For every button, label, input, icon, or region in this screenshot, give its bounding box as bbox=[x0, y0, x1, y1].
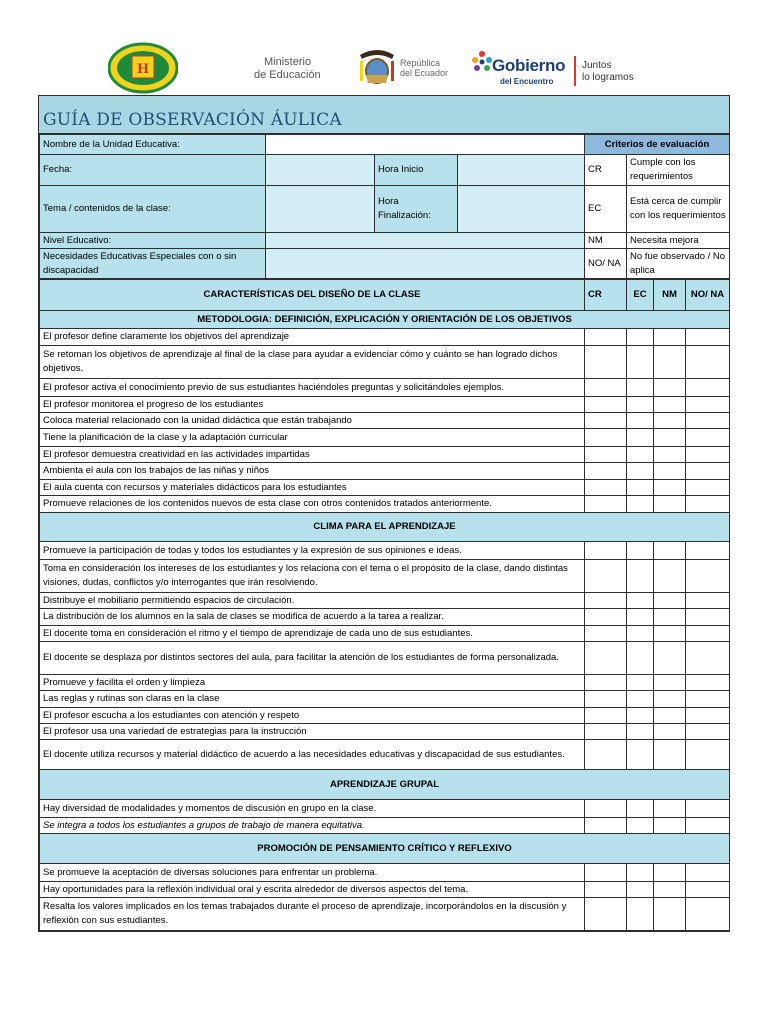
checklist-row bbox=[40, 818, 730, 834]
checkbox-cr[interactable] bbox=[585, 740, 627, 770]
checklist-row bbox=[40, 609, 730, 626]
checklist-row bbox=[40, 740, 730, 770]
checklist-item-text: El profesor define claramente los objetivos del aprendizaje bbox=[40, 329, 585, 346]
observation-form bbox=[38, 95, 730, 932]
checkbox-nm[interactable] bbox=[654, 724, 686, 740]
checkbox-nona[interactable] bbox=[686, 429, 730, 447]
criteria-header: Criterios de evaluación bbox=[585, 135, 730, 155]
checkbox-ec[interactable] bbox=[627, 691, 654, 708]
checkbox-cr[interactable] bbox=[585, 447, 627, 463]
checklist-item-text: El profesor usa una variedad de estrategias para la instrucción bbox=[40, 724, 585, 740]
checkbox-nm[interactable] bbox=[654, 691, 686, 708]
checkbox-ec[interactable] bbox=[627, 379, 654, 397]
nivel-field[interactable] bbox=[266, 233, 585, 249]
checkbox-cr[interactable] bbox=[585, 397, 627, 413]
fecha-field[interactable] bbox=[266, 155, 375, 186]
checkbox-nona[interactable] bbox=[686, 447, 730, 463]
checkbox-nm[interactable] bbox=[654, 642, 686, 675]
checkbox-nm[interactable] bbox=[654, 818, 686, 834]
checkbox-cr[interactable] bbox=[585, 642, 627, 675]
section-title: APRENDIZAJE GRUPAL bbox=[40, 770, 730, 800]
checkbox-nona[interactable] bbox=[686, 642, 730, 675]
checkbox-ec[interactable] bbox=[627, 346, 654, 379]
checkbox-nm[interactable] bbox=[654, 447, 686, 463]
hora-fin-field[interactable] bbox=[458, 186, 585, 233]
checklist-item-text: Promueve la participación de todas y todos los estudiantes y la expresión de sus opiniones e ideas. bbox=[40, 542, 585, 560]
gobierno-title: Gobierno bbox=[492, 56, 566, 75]
checklist-row bbox=[40, 675, 730, 691]
checklist-row bbox=[40, 463, 730, 480]
checkbox-cr[interactable] bbox=[585, 560, 627, 593]
checkbox-cr[interactable] bbox=[585, 864, 627, 882]
checkbox-cr[interactable] bbox=[585, 898, 627, 931]
tema-label: Tema / contenidos de la clase: bbox=[40, 186, 266, 233]
checklist-row bbox=[40, 724, 730, 740]
checklist-row bbox=[40, 429, 730, 447]
checklist-item-text: El aula cuenta con recursos y materiales didácticos para los estudiantes bbox=[40, 480, 585, 496]
checklist-item-text: Promueve relaciones de los contenidos nuevos de esta clase con otros contenidos tratados anteriormente. bbox=[40, 496, 585, 513]
tema-field[interactable] bbox=[266, 186, 375, 233]
checkbox-nona[interactable] bbox=[686, 496, 730, 513]
checkbox-cr[interactable] bbox=[585, 379, 627, 397]
checkbox-nm[interactable] bbox=[654, 429, 686, 447]
checkbox-nm[interactable] bbox=[654, 463, 686, 480]
checkbox-nona[interactable] bbox=[686, 818, 730, 834]
checkbox-nona[interactable] bbox=[686, 463, 730, 480]
juntos-text bbox=[582, 60, 634, 84]
checklist-row bbox=[40, 560, 730, 593]
checkbox-cr[interactable] bbox=[585, 496, 627, 513]
checkbox-cr[interactable] bbox=[585, 724, 627, 740]
checklist-item-text: El docente utiliza recursos y material didáctico de acuerdo a las necesidades educativas y discapacidad de sus estudiantes. bbox=[40, 740, 585, 770]
checklist-row bbox=[40, 496, 730, 513]
hora-inicio-label: Hora Inicio bbox=[375, 155, 458, 186]
checkbox-nona[interactable] bbox=[686, 609, 730, 626]
checkbox-nm[interactable] bbox=[654, 480, 686, 496]
juntos-line2: lo logramos bbox=[582, 72, 634, 83]
checkbox-nona[interactable] bbox=[686, 864, 730, 882]
checklist-body bbox=[40, 311, 730, 931]
checklist-row bbox=[40, 447, 730, 463]
checkbox-nm[interactable] bbox=[654, 560, 686, 593]
hora-fin-label: Hora Finalización: bbox=[375, 186, 458, 233]
criteria-desc-nm: Necesita mejora bbox=[627, 233, 730, 249]
checkbox-nm[interactable] bbox=[654, 882, 686, 898]
nona-column-header: NO/ NA bbox=[686, 280, 730, 311]
section-header-row bbox=[40, 311, 730, 329]
juntos-line1: Juntos bbox=[582, 60, 612, 71]
hora-inicio-field[interactable] bbox=[458, 155, 585, 186]
checkbox-ec[interactable] bbox=[627, 675, 654, 691]
checkbox-nm[interactable] bbox=[654, 626, 686, 642]
checklist-row bbox=[40, 329, 730, 346]
unidad-label: Nombre de la Unidad Educativa: bbox=[40, 135, 266, 155]
checklist-row bbox=[40, 346, 730, 379]
checkbox-ec[interactable] bbox=[627, 708, 654, 724]
checklist-item-text: Hay oportunidades para la reflexión individual oral y escrita alrededor de diversos aspectos del tema. bbox=[40, 882, 585, 898]
checklist-item-text: Las reglas y rutinas son claras en la clase bbox=[40, 691, 585, 708]
criteria-desc-ec: Está cerca de cumplir con los requerimientos bbox=[627, 186, 730, 233]
checklist-row bbox=[40, 397, 730, 413]
checklist-row bbox=[40, 882, 730, 898]
checkbox-ec[interactable] bbox=[627, 429, 654, 447]
checkbox-nona[interactable] bbox=[686, 882, 730, 898]
checkbox-nona[interactable] bbox=[686, 740, 730, 770]
info-table bbox=[39, 134, 730, 279]
checkbox-ec[interactable] bbox=[627, 740, 654, 770]
checklist-item-text: El docente toma en consideración el ritmo y el tiempo de aprendizaje de cada uno de sus estudiantes. bbox=[40, 626, 585, 642]
checklist-row bbox=[40, 379, 730, 397]
checkbox-nm[interactable] bbox=[654, 542, 686, 560]
juntos-divider bbox=[574, 56, 576, 86]
checkbox-nm[interactable] bbox=[654, 898, 686, 931]
gobierno-star-icon bbox=[470, 46, 494, 84]
section-header-row bbox=[40, 770, 730, 800]
checklist-row bbox=[40, 691, 730, 708]
checkbox-nm[interactable] bbox=[654, 800, 686, 818]
ecuador-crest-icon bbox=[356, 47, 398, 87]
section-header-row bbox=[40, 513, 730, 542]
checkbox-ec[interactable] bbox=[627, 800, 654, 818]
checkbox-nona[interactable] bbox=[686, 593, 730, 609]
checkbox-cr[interactable] bbox=[585, 691, 627, 708]
checkbox-cr[interactable] bbox=[585, 675, 627, 691]
checkbox-cr[interactable] bbox=[585, 609, 627, 626]
checkbox-ec[interactable] bbox=[627, 413, 654, 429]
checklist-item-text: El profesor monitorea el progreso de los estudiantes bbox=[40, 397, 585, 413]
checkbox-ec[interactable] bbox=[627, 447, 654, 463]
checklist-item-text: La distribución de los alumnos en la sala de clases se modifica de acuerdo a la tarea a realizar. bbox=[40, 609, 585, 626]
checkbox-ec[interactable] bbox=[627, 626, 654, 642]
checkbox-nm[interactable] bbox=[654, 609, 686, 626]
checklist-item-text: Tiene la planificación de la clase y la adaptación curricular bbox=[40, 429, 585, 447]
checkbox-ec[interactable] bbox=[627, 882, 654, 898]
checkbox-nona[interactable] bbox=[686, 626, 730, 642]
form-title: GUÍA DE OBSERVACIÓN ÁULICA bbox=[43, 110, 342, 130]
checklist-item-text: Resalta los valores implicados en los temas trabajados durante el proceso de aprendizaje, incorporándolos en la discusión y reflexión con sus estudiantes. bbox=[40, 898, 585, 931]
checkbox-ec[interactable] bbox=[627, 397, 654, 413]
checkbox-cr[interactable] bbox=[585, 480, 627, 496]
nee-label: Necesidades Educativas Especiales con o sin discapacidad bbox=[40, 249, 266, 279]
checklist-item-text: Se promueve la aceptación de diversas soluciones para enfrentar un problema. bbox=[40, 864, 585, 882]
design-column-header: CARACTERÍSTICAS DEL DISEÑO DE LA CLASE bbox=[40, 280, 585, 311]
checkbox-nm[interactable] bbox=[654, 413, 686, 429]
checklist-row bbox=[40, 593, 730, 609]
checkbox-nona[interactable] bbox=[686, 329, 730, 346]
checkbox-nm[interactable] bbox=[654, 379, 686, 397]
checklist-row bbox=[40, 800, 730, 818]
checkbox-ec[interactable] bbox=[627, 463, 654, 480]
checklist-item-text: Se retoman los objetivos de aprendizaje al final de la clase para ayudar a evidenciar cómo y cuánto se han logrado dichos objetivos. bbox=[40, 346, 585, 379]
ministerio-line2: de Educación bbox=[254, 69, 321, 81]
checklist-item-text: Promueve y facilita el orden y limpieza bbox=[40, 675, 585, 691]
checkbox-nm[interactable] bbox=[654, 708, 686, 724]
checkbox-ec[interactable] bbox=[627, 864, 654, 882]
checkbox-nona[interactable] bbox=[686, 675, 730, 691]
checkbox-ec[interactable] bbox=[627, 560, 654, 593]
checklist-row bbox=[40, 642, 730, 675]
section-header-row bbox=[40, 834, 730, 864]
checkbox-nona[interactable] bbox=[686, 542, 730, 560]
section-title: METODOLOGIA: DEFINICIÓN, EXPLICACIÓN Y ORIENTACIÓN DE LOS OBJETIVOS bbox=[40, 311, 730, 329]
checklist-item-text: El profesor activa el conocimiento previo de sus estudiantes haciéndoles preguntas y solicitándoles ejemplos. bbox=[40, 379, 585, 397]
checkbox-ec[interactable] bbox=[627, 609, 654, 626]
nm-column-header: NM bbox=[654, 280, 686, 311]
checkbox-nona[interactable] bbox=[686, 560, 730, 593]
checkbox-cr[interactable] bbox=[585, 413, 627, 429]
checkbox-cr[interactable] bbox=[585, 800, 627, 818]
checkbox-cr[interactable] bbox=[585, 882, 627, 898]
checklist-row bbox=[40, 413, 730, 429]
checkbox-nona[interactable] bbox=[686, 346, 730, 379]
checkbox-cr[interactable] bbox=[585, 329, 627, 346]
checkbox-cr[interactable] bbox=[585, 429, 627, 447]
checkbox-nm[interactable] bbox=[654, 397, 686, 413]
republica-text bbox=[400, 58, 448, 78]
checklist-row bbox=[40, 480, 730, 496]
checklist-table bbox=[39, 279, 730, 931]
checkbox-nm[interactable] bbox=[654, 675, 686, 691]
checkbox-ec[interactable] bbox=[627, 642, 654, 675]
fecha-label: Fecha: bbox=[40, 155, 266, 186]
section-title: PROMOCIÓN DE PENSAMIENTO CRÍTICO Y REFLEXIVO bbox=[40, 834, 730, 864]
republica-line1: República bbox=[400, 58, 441, 68]
checklist-item-text: Hay diversidad de modalidades y momentos de discusión en grupo en la clase. bbox=[40, 800, 585, 818]
ministerio-line1: Ministerio bbox=[264, 56, 312, 68]
checkbox-nona[interactable] bbox=[686, 691, 730, 708]
checkbox-ec[interactable] bbox=[627, 496, 654, 513]
gobierno-subtitle: del Encuentro bbox=[500, 77, 554, 86]
checkbox-cr[interactable] bbox=[585, 542, 627, 560]
nee-field[interactable] bbox=[266, 249, 585, 279]
checkbox-nona[interactable] bbox=[686, 413, 730, 429]
checkbox-ec[interactable] bbox=[627, 898, 654, 931]
checklist-row bbox=[40, 626, 730, 642]
checklist-item-text: El docente se desplaza por distintos sectores del aula, para facilitar la atención de los estudiantes de forma personalizada. bbox=[40, 642, 585, 675]
ministerio-logo bbox=[254, 56, 344, 82]
criteria-desc-cr: Cumple con los requerimientos bbox=[627, 155, 730, 186]
checkbox-nona[interactable] bbox=[686, 724, 730, 740]
checkbox-ec[interactable] bbox=[627, 480, 654, 496]
checklist-row bbox=[40, 708, 730, 724]
checklist-row bbox=[40, 542, 730, 560]
checkbox-nm[interactable] bbox=[654, 496, 686, 513]
checkbox-ec[interactable] bbox=[627, 724, 654, 740]
checklist-item-text: El profesor demuestra creatividad en las actividades impartidas bbox=[40, 447, 585, 463]
checkbox-cr[interactable] bbox=[585, 463, 627, 480]
header-logos bbox=[0, 0, 768, 94]
checklist-row bbox=[40, 898, 730, 931]
checkbox-nm[interactable] bbox=[654, 329, 686, 346]
checkbox-nm[interactable] bbox=[654, 740, 686, 770]
cr-column-header: CR bbox=[585, 280, 627, 311]
checklist-item-text: Distribuye el mobiliario permitiendo espacios de circulación. bbox=[40, 593, 585, 609]
checklist-item-text: Ambienta el aula con los trabajos de las niñas y niños bbox=[40, 463, 585, 480]
checklist-item-text: Toma en consideración los intereses de los estudiantes y los relaciona con el tema o el propósito de la clase, dando distintas visiones, dudas, conflictos y/o interrogantes que irán resolviendo. bbox=[40, 560, 585, 593]
section-title: CLIMA PARA EL APRENDIZAJE bbox=[40, 513, 730, 542]
criteria-desc-nona: No fue observado / No aplica bbox=[627, 249, 730, 279]
checkbox-nona[interactable] bbox=[686, 480, 730, 496]
checkbox-nona[interactable] bbox=[686, 708, 730, 724]
republica-line2: del Ecuador bbox=[400, 68, 449, 78]
form-title-bar bbox=[39, 96, 729, 134]
checkbox-ec[interactable] bbox=[627, 593, 654, 609]
checkbox-cr[interactable] bbox=[585, 346, 627, 379]
checkbox-cr[interactable] bbox=[585, 626, 627, 642]
checkbox-cr[interactable] bbox=[585, 708, 627, 724]
checkbox-nm[interactable] bbox=[654, 593, 686, 609]
criteria-code-cr: CR bbox=[585, 155, 627, 186]
checkbox-cr[interactable] bbox=[585, 818, 627, 834]
checklist-row bbox=[40, 864, 730, 882]
criteria-code-nm: NM bbox=[585, 233, 627, 249]
checkbox-nona[interactable] bbox=[686, 397, 730, 413]
checklist-item-text: El profesor escucha a los estudiantes con atención y respeto bbox=[40, 708, 585, 724]
checkbox-nona[interactable] bbox=[686, 898, 730, 931]
checkbox-nona[interactable] bbox=[686, 379, 730, 397]
checkbox-nm[interactable] bbox=[654, 864, 686, 882]
checkbox-nm[interactable] bbox=[654, 346, 686, 379]
nivel-label: Nivel Educativo: bbox=[40, 233, 266, 249]
criteria-code-ec: EC bbox=[585, 186, 627, 233]
checkbox-cr[interactable] bbox=[585, 593, 627, 609]
checkbox-ec[interactable] bbox=[627, 329, 654, 346]
criteria-code-nona: NO/ NA bbox=[585, 249, 627, 279]
school-logo-letter: H bbox=[136, 62, 150, 77]
checkbox-ec[interactable] bbox=[627, 818, 654, 834]
unidad-field[interactable] bbox=[266, 135, 585, 155]
checkbox-ec[interactable] bbox=[627, 542, 654, 560]
checklist-item-text: Se integra a todos los estudiantes a grupos de trabajo de manera equitativa. bbox=[40, 818, 585, 834]
checkbox-nona[interactable] bbox=[686, 800, 730, 818]
ec-column-header: EC bbox=[627, 280, 654, 311]
checklist-item-text: Coloca material relacionado con la unidad didáctica que están trabajando bbox=[40, 413, 585, 429]
school-logo-icon bbox=[108, 42, 178, 94]
